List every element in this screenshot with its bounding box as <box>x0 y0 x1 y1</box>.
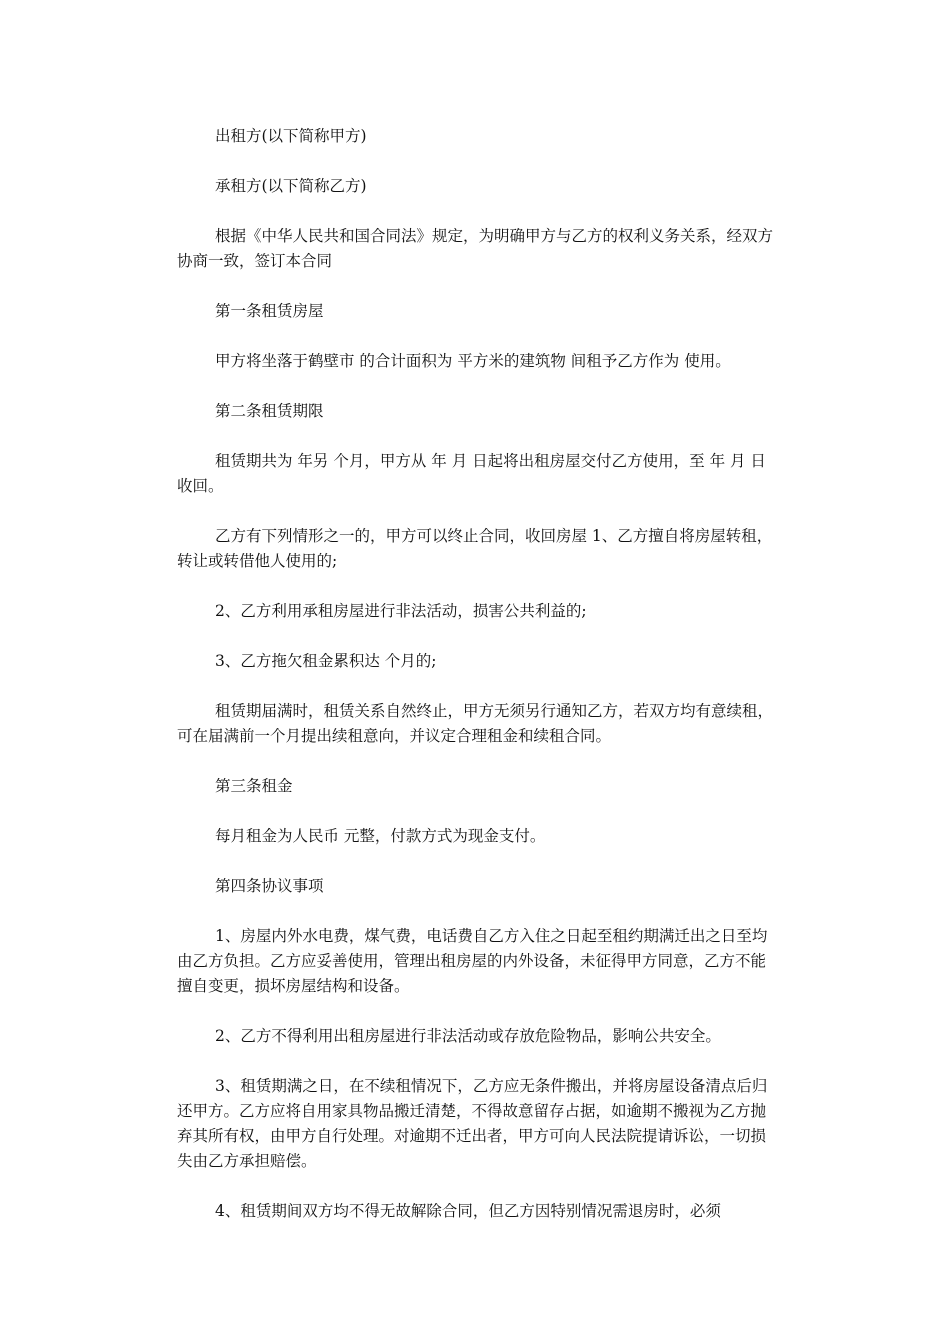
paragraph-renewal: 租赁期届满时，租赁关系自然终止，甲方无须另行通知乙方，若双方均有意续租，可在届满前一个月提出续租意向，并议定合理租金和续租合同。 <box>177 702 774 745</box>
heading-article-1: 第一条租赁房屋 <box>215 302 324 320</box>
heading-article-3: 第三条租金 <box>215 777 293 795</box>
paragraph-termination-conditions: 乙方有下列情形之一的，甲方可以终止合同，收回房屋 1、乙方擅自将房屋转租，转让或转借他人使用的; <box>177 527 773 570</box>
paragraph-rent: 每月租金为人民币 元整，付款方式为现金支付。 <box>215 827 546 845</box>
paragraph-termination-item-3: 3、乙方拖欠租金累积达 个月的; <box>215 652 437 670</box>
paragraph-agreement-item-1: 1、房屋内外水电费，煤气费，电话费自乙方入住之日起至租约期满迁出之日至均由乙方负担。乙方应妥善使用，管理出租房屋的内外设备，未征得甲方同意，乙方不能擅自变更，损坏房屋结构和设备。 <box>177 927 768 995</box>
paragraph-agreement-item-3: 3、租赁期满之日，在不续租情况下，乙方应无条件搬出，并将房屋设备清点后归还甲方。乙方应将自用家具物品搬迁清楚，不得故意留存占据，如逾期不搬视为乙方抛弃其所有权，由甲方自行处理。对逾期不迁出者，甲方可向人民法院提请诉讼，一切损失由乙方承担赔偿。 <box>177 1077 768 1170</box>
paragraph-termination-item-2: 2、乙方利用承租房屋进行非法活动，损害公共利益的; <box>215 602 587 620</box>
heading-article-2: 第二条租赁期限 <box>215 402 324 420</box>
paragraph-preamble: 根据《中华人民共和国合同法》规定，为明确甲方与乙方的权利义务关系，经双方协商一致，签订本合同 <box>177 227 774 270</box>
paragraph-agreement-item-2: 2、乙方不得利用出租房屋进行非法活动或存放危险物品，影响公共安全。 <box>215 1027 721 1045</box>
document-body <box>177 124 777 1249</box>
heading-article-4: 第四条协议事项 <box>215 877 324 895</box>
paragraph-premises: 甲方将坐落于鹤壁市 的合计面积为 平方米的建筑物 间租予乙方作为 使用。 <box>215 352 731 370</box>
paragraph-lease-term: 租赁期共为 年另 个月，甲方从 年 月 日起将出租房屋交付乙方使用，至 年 月 日收回。 <box>177 452 766 495</box>
paragraph-lessor: 出租方(以下简称甲方) <box>215 127 367 145</box>
paragraph-lessee: 承租方(以下简称乙方) <box>215 177 367 195</box>
paragraph-agreement-item-4: 4、租赁期间双方均不得无故解除合同，但乙方因特别情况需退房时，必须 <box>215 1202 721 1220</box>
